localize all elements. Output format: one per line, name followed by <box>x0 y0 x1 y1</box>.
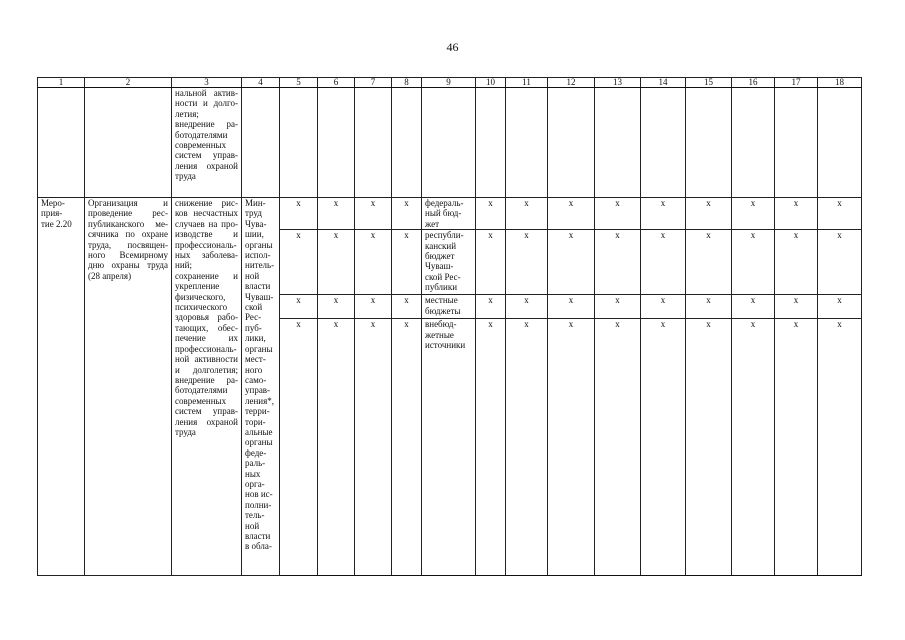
header-col-16: 16 <box>732 78 775 88</box>
mark-col-5: x <box>280 230 318 295</box>
text-line: труда, посвящен- <box>88 239 168 250</box>
text-line: ков несчастных <box>175 208 238 219</box>
mark-col-15: x <box>686 295 732 319</box>
text-line: пуб- <box>245 322 262 333</box>
text-line: Рес- <box>245 312 262 323</box>
cont-col-13 <box>595 88 641 198</box>
mark-col-6: x <box>318 319 355 576</box>
text-line: труда <box>175 426 196 437</box>
cont-col-7 <box>355 88 392 198</box>
mark-col-14: x <box>641 295 686 319</box>
text-line: систем управ- <box>175 150 238 161</box>
text-line: публиканского ме- <box>88 218 168 229</box>
text-line: ления охраной <box>175 160 238 171</box>
mark-col-14: x <box>641 319 686 576</box>
text-line: тающих, обес- <box>175 322 238 333</box>
mark-col-13: x <box>595 198 641 230</box>
header-row <box>38 78 862 88</box>
mark-col-14: x <box>641 230 686 295</box>
text-line: Чува- <box>245 218 267 229</box>
mark-col-5: x <box>280 295 318 319</box>
text-line: ний; <box>175 260 192 271</box>
mark-col-18: x <box>818 295 862 319</box>
text-line: прия- <box>41 208 63 219</box>
mark-col-17: x <box>775 230 818 295</box>
mark-col-10: x <box>476 198 506 230</box>
text-line: современных <box>175 395 227 406</box>
text-line: испол- <box>245 250 271 261</box>
text-line: местные <box>425 295 458 306</box>
header-col-14: 14 <box>641 78 686 88</box>
mark-col-11: x <box>506 319 548 576</box>
text-line: печение их <box>175 333 238 344</box>
cont-col-2 <box>85 88 172 198</box>
text-line: тель- <box>245 510 265 521</box>
mark-col-11: x <box>506 295 548 319</box>
text-line: психического <box>175 302 228 313</box>
text-line: жет <box>425 218 440 229</box>
text-line: профессиональ- <box>175 343 237 354</box>
text-line: и долголетия; <box>175 364 238 375</box>
mark-col-10: x <box>476 230 506 295</box>
continuation-row <box>38 88 862 198</box>
text-line: Чуваш- <box>425 261 454 272</box>
text-line: в обла- <box>245 541 272 552</box>
text-line: Организация и <box>88 198 168 208</box>
text-line: бюджеты <box>425 305 461 316</box>
text-line: тори- <box>245 416 266 427</box>
text-line: раль- <box>245 458 266 469</box>
cont-col-18 <box>818 88 862 198</box>
text-line: ления охраной <box>175 416 238 427</box>
cont-col-15 <box>686 88 732 198</box>
text-line: власти <box>245 531 271 541</box>
cont-col-12 <box>548 88 595 198</box>
header-col-4: 4 <box>242 78 280 88</box>
text-line: Мин- <box>245 198 266 208</box>
activity-goals <box>172 198 242 576</box>
text-line: ской Рес- <box>425 271 461 282</box>
page-number: 46 <box>446 40 459 54</box>
mark-col-13: x <box>595 319 641 576</box>
text-line: ного <box>245 364 263 375</box>
text-line: ления*, <box>245 395 275 406</box>
text-line: ных <box>245 468 261 479</box>
text-line: полни- <box>245 499 272 510</box>
mark-col-11: x <box>506 230 548 295</box>
text-line: ботодателями <box>175 129 228 140</box>
cont-col-17 <box>775 88 818 198</box>
text-line: жетные <box>425 329 454 340</box>
text-line: ской <box>245 302 263 313</box>
text-line: (28 апреля) <box>88 270 132 281</box>
mark-col-7: x <box>355 198 392 230</box>
header-col-10: 10 <box>476 78 506 88</box>
text-line: Меро- <box>41 198 65 208</box>
mark-col-8: x <box>392 198 422 230</box>
mark-col-8: x <box>392 319 422 576</box>
header-col-6: 6 <box>318 78 355 88</box>
text-line: проведение рес- <box>88 208 168 219</box>
text-line: альные <box>245 426 273 437</box>
text-line: физического, <box>175 291 226 302</box>
mark-col-16: x <box>732 198 775 230</box>
cont-col-5 <box>280 88 318 198</box>
funding-row-federal <box>38 198 862 230</box>
text-line: шии, <box>245 229 264 240</box>
header-col-17: 17 <box>775 78 818 88</box>
mark-col-18: x <box>818 198 862 230</box>
text-line: случаев на про- <box>175 218 238 229</box>
text-line: ной активности <box>175 354 238 365</box>
cont-col-11 <box>506 88 548 198</box>
mark-col-6: x <box>318 198 355 230</box>
mark-col-17: x <box>775 319 818 576</box>
text-line: Чуваш- <box>245 291 274 302</box>
activity-executors <box>242 198 280 576</box>
text-line: современных <box>175 140 227 151</box>
funding-source <box>422 295 476 319</box>
text-line: лики, <box>245 333 266 344</box>
funding-source <box>422 319 476 576</box>
mark-col-8: x <box>392 230 422 295</box>
mark-col-12: x <box>548 230 595 295</box>
activity-number <box>38 198 85 576</box>
header-col-9: 9 <box>422 78 476 88</box>
header-col-12: 12 <box>548 78 595 88</box>
mark-col-7: x <box>355 230 392 295</box>
mark-col-10: x <box>476 295 506 319</box>
text-line: снижение рис- <box>175 198 238 208</box>
funding-source <box>422 230 476 295</box>
text-line: ной <box>245 520 260 531</box>
mark-col-7: x <box>355 319 392 576</box>
text-line: орга- <box>245 478 265 489</box>
text-line: республи- <box>425 230 464 241</box>
header-col-15: 15 <box>686 78 732 88</box>
mark-col-10: x <box>476 319 506 576</box>
mark-col-12: x <box>548 319 595 576</box>
mark-col-16: x <box>732 230 775 295</box>
mark-col-11: x <box>506 198 548 230</box>
cont-col-1 <box>38 88 85 198</box>
mark-col-6: x <box>318 230 355 295</box>
text-line: источники <box>425 340 466 351</box>
text-line: федераль- <box>425 198 464 208</box>
cont-col-8 <box>392 88 422 198</box>
text-line: дню охраны труда <box>88 260 168 271</box>
header-col-13: 13 <box>595 78 641 88</box>
text-line: управ- <box>245 385 271 396</box>
text-line: сячника по охране <box>88 229 168 240</box>
text-line: здоровья рабо- <box>175 312 238 323</box>
cont-col-6 <box>318 88 355 198</box>
text-line: внедрение ра- <box>175 374 238 385</box>
text-line: органы <box>245 343 273 354</box>
text-line: укрепление <box>175 281 220 292</box>
mark-col-18: x <box>818 230 862 295</box>
header-col-1: 1 <box>38 78 85 88</box>
text-line: труда <box>175 171 196 182</box>
text-line: нальной актив- <box>175 88 238 98</box>
text-line: ный бюд- <box>425 208 462 219</box>
cont-col-9 <box>422 88 476 198</box>
mark-col-6: x <box>318 295 355 319</box>
text-line: ности и долго- <box>175 98 238 109</box>
mark-col-12: x <box>548 198 595 230</box>
text-line: нов ис- <box>245 489 273 500</box>
text-line: профессиональ- <box>175 239 237 250</box>
text-line: канский <box>425 240 457 251</box>
text-line: само- <box>245 374 267 385</box>
mark-col-15: x <box>686 230 732 295</box>
program-table <box>37 77 862 576</box>
text-line: ботодателями <box>175 385 228 396</box>
text-line: тие 2.20 <box>41 218 72 229</box>
header-col-5: 5 <box>280 78 318 88</box>
cont-col-14 <box>641 88 686 198</box>
mark-col-18: x <box>818 319 862 576</box>
mark-col-15: x <box>686 198 732 230</box>
text-line: нитель- <box>245 260 275 271</box>
text-line: систем управ- <box>175 406 238 417</box>
cont-col-16 <box>732 88 775 198</box>
mark-col-17: x <box>775 295 818 319</box>
cont-col-4 <box>242 88 280 198</box>
text-line: бюджет <box>425 251 455 262</box>
text-line: мест- <box>245 354 266 365</box>
header-col-7: 7 <box>355 78 392 88</box>
mark-col-12: x <box>548 295 595 319</box>
text-line: органы <box>245 239 273 250</box>
text-line: сохранение и <box>175 270 238 281</box>
text-line: изводстве и <box>175 229 238 240</box>
mark-col-13: x <box>595 295 641 319</box>
mark-col-16: x <box>732 319 775 576</box>
mark-col-7: x <box>355 295 392 319</box>
mark-col-15: x <box>686 319 732 576</box>
header-col-2: 2 <box>85 78 172 88</box>
text-line: публики <box>425 282 458 293</box>
mark-col-17: x <box>775 198 818 230</box>
activity-title <box>85 198 172 576</box>
header-col-18: 18 <box>818 78 862 88</box>
text-line: летия; <box>175 108 199 119</box>
header-col-11: 11 <box>506 78 548 88</box>
cont-col-3 <box>172 88 242 198</box>
text-line: внебюд- <box>425 319 457 330</box>
mark-col-13: x <box>595 230 641 295</box>
text-line: власти <box>245 281 271 292</box>
text-line: органы <box>245 437 273 448</box>
text-line: ной <box>245 270 260 281</box>
text-line: труд <box>245 208 262 219</box>
header-col-3: 3 <box>172 78 242 88</box>
cont-col-10 <box>476 88 506 198</box>
mark-col-5: x <box>280 319 318 576</box>
mark-col-8: x <box>392 295 422 319</box>
text-line: ного Всемирному <box>88 250 168 261</box>
text-line: терри- <box>245 406 270 417</box>
text-line: феде- <box>245 447 267 458</box>
mark-col-14: x <box>641 198 686 230</box>
funding-source <box>422 198 476 230</box>
header-col-8: 8 <box>392 78 422 88</box>
mark-col-5: x <box>280 198 318 230</box>
text-line: ных заболева- <box>175 250 238 261</box>
mark-col-16: x <box>732 295 775 319</box>
text-line: внедрение ра- <box>175 119 238 130</box>
